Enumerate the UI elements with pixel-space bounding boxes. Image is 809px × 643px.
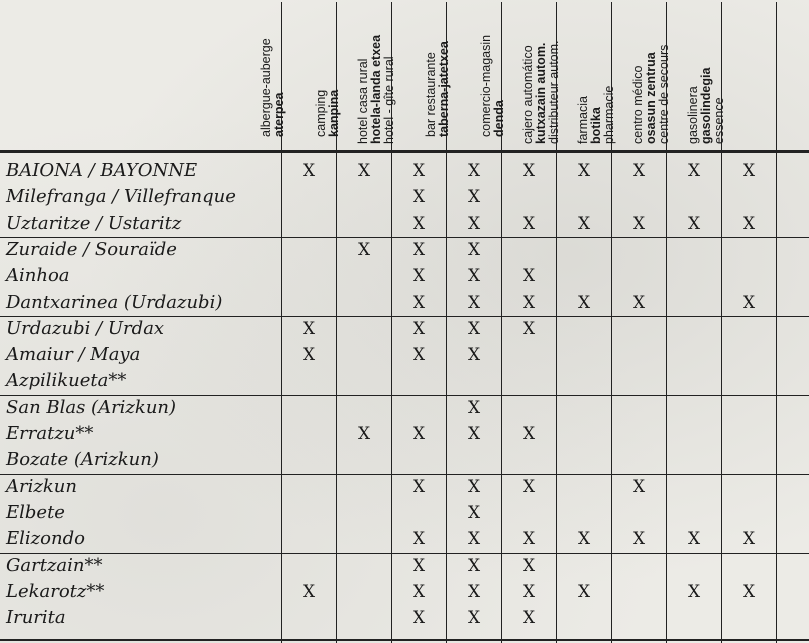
service-mark: X <box>467 239 481 260</box>
service-mark: X <box>522 161 536 181</box>
column-header-label: gasolinera <box>686 85 700 144</box>
service-mark: X <box>467 476 481 497</box>
town-name: Arizkun <box>6 475 77 497</box>
service-mark: X <box>522 213 536 234</box>
service-mark: X <box>742 213 756 234</box>
service-mark: X <box>632 292 646 313</box>
column-divider <box>556 150 557 643</box>
service-mark: X <box>632 213 646 234</box>
column-divider <box>446 150 447 643</box>
service-mark: X <box>742 581 756 602</box>
service-mark: X <box>412 239 426 260</box>
town-name: BAIONA / BAYONNE <box>6 160 198 181</box>
service-mark: X <box>467 555 481 576</box>
service-mark: X <box>412 345 426 366</box>
town-name: Azpilikueta** <box>6 370 127 392</box>
service-mark: X <box>522 529 536 550</box>
service-mark: X <box>632 529 646 550</box>
town-name: Dantxarinea (Urdazubi) <box>6 291 223 313</box>
service-mark: X <box>412 476 426 497</box>
column-divider <box>391 150 392 643</box>
service-mark: X <box>412 424 426 444</box>
service-mark: X <box>632 161 646 181</box>
row-divider <box>0 150 809 153</box>
column-divider <box>281 150 282 643</box>
service-mark: X <box>467 397 481 418</box>
service-mark: X <box>467 266 481 287</box>
service-mark: X <box>522 292 536 313</box>
column-divider <box>666 150 667 643</box>
service-mark: X <box>687 161 701 181</box>
service-mark: X <box>687 529 701 550</box>
town-name: San Blas (Arizkun) <box>6 396 177 418</box>
service-mark: X <box>522 581 536 602</box>
service-mark: X <box>467 318 481 339</box>
service-mark: X <box>357 239 371 260</box>
service-mark: X <box>302 318 316 339</box>
service-mark: X <box>522 476 536 497</box>
town-name: Urdazubi / Urdax <box>6 317 165 339</box>
service-mark: X <box>467 608 481 629</box>
column-divider <box>776 2 777 643</box>
row-divider <box>0 639 809 641</box>
column-header-label: kutxazain autom. <box>534 42 548 144</box>
column-header-label: aterpea <box>272 92 286 137</box>
service-mark: X <box>302 581 316 602</box>
column-header-label: comercio-magasin <box>479 34 493 137</box>
service-mark: X <box>742 292 756 313</box>
service-mark: X <box>412 292 426 313</box>
service-mark: X <box>412 581 426 602</box>
service-mark: X <box>687 581 701 602</box>
service-mark: X <box>467 502 481 523</box>
column-header-label: gasolindegia <box>699 67 713 144</box>
column-header-label: essence <box>712 96 726 144</box>
column-divider <box>501 150 502 643</box>
town-name: Amaiur / Maya <box>6 344 141 366</box>
service-mark: X <box>412 161 426 181</box>
service-mark: X <box>357 161 371 181</box>
column-header-label: bar restaurante <box>424 52 438 137</box>
town-name: Erratzu** <box>6 423 94 444</box>
service-mark: X <box>577 161 591 181</box>
column-header-label: farmacia <box>576 95 590 144</box>
service-mark: X <box>467 529 481 550</box>
service-mark: X <box>522 608 536 629</box>
service-mark: X <box>467 424 481 444</box>
column-header-label: taberna-jatetxea <box>437 41 451 137</box>
column-divider <box>611 150 612 643</box>
service-mark: X <box>522 424 536 444</box>
service-mark: X <box>412 555 426 576</box>
town-name: Gartzain** <box>6 554 103 576</box>
service-mark: X <box>412 187 426 208</box>
service-mark: X <box>577 529 591 550</box>
column-header-label: kanpina <box>327 89 341 137</box>
column-header-label: hotel - gîte rural <box>382 55 396 144</box>
service-mark: X <box>302 345 316 366</box>
service-mark: X <box>467 292 481 313</box>
town-name: Bozate (Arizkun) <box>6 449 159 471</box>
service-mark: X <box>522 266 536 287</box>
service-mark: X <box>467 187 481 208</box>
town-name: Milefranga / Villefranque <box>6 186 236 208</box>
service-mark: X <box>687 213 701 234</box>
column-divider <box>336 150 337 643</box>
service-mark: X <box>742 529 756 550</box>
column-header-label: pharmacie <box>602 85 616 144</box>
column-header-label: centre de secours <box>657 44 671 144</box>
column-header-label: centro médico <box>631 64 645 144</box>
service-mark: X <box>577 581 591 602</box>
column-header-label: distributeur autom. <box>547 39 561 144</box>
column-header-label: hotela-landa etxea <box>369 34 383 144</box>
column-header-label: camping <box>314 89 328 137</box>
service-mark: X <box>467 581 481 602</box>
column-header-label: hotel casa rural <box>356 58 370 144</box>
town-name: Zuraide / Souraïde <box>6 238 177 260</box>
service-mark: X <box>412 213 426 234</box>
service-mark: X <box>412 608 426 629</box>
service-mark: X <box>412 318 426 339</box>
service-mark: X <box>577 292 591 313</box>
town-name: Ainhoa <box>6 265 70 287</box>
service-mark: X <box>412 266 426 287</box>
column-divider <box>721 150 722 643</box>
service-mark: X <box>467 161 481 181</box>
town-name: Uztaritze / Ustaritz <box>6 212 182 234</box>
column-header <box>686 2 777 150</box>
column-header-label: denda <box>492 100 506 137</box>
town-name: Elizondo <box>6 528 85 550</box>
town-name: Elbete <box>6 501 65 523</box>
service-mark: X <box>522 555 536 576</box>
service-mark: X <box>577 213 591 234</box>
service-mark: X <box>522 318 536 339</box>
service-mark: X <box>357 424 371 444</box>
service-mark: X <box>467 213 481 234</box>
town-name: Irurita <box>6 607 66 629</box>
column-header-label: botika <box>589 106 603 144</box>
service-mark: X <box>412 529 426 550</box>
service-mark: X <box>302 161 316 181</box>
service-mark: X <box>467 345 481 366</box>
column-header-label: cajero automático <box>521 44 535 144</box>
town-name: Lekarotz** <box>6 580 105 602</box>
column-header-label: albergue-auberge <box>259 38 273 137</box>
column-header-label: osasun zentrua <box>644 51 658 144</box>
service-mark: X <box>632 476 646 497</box>
service-mark: X <box>742 161 756 181</box>
